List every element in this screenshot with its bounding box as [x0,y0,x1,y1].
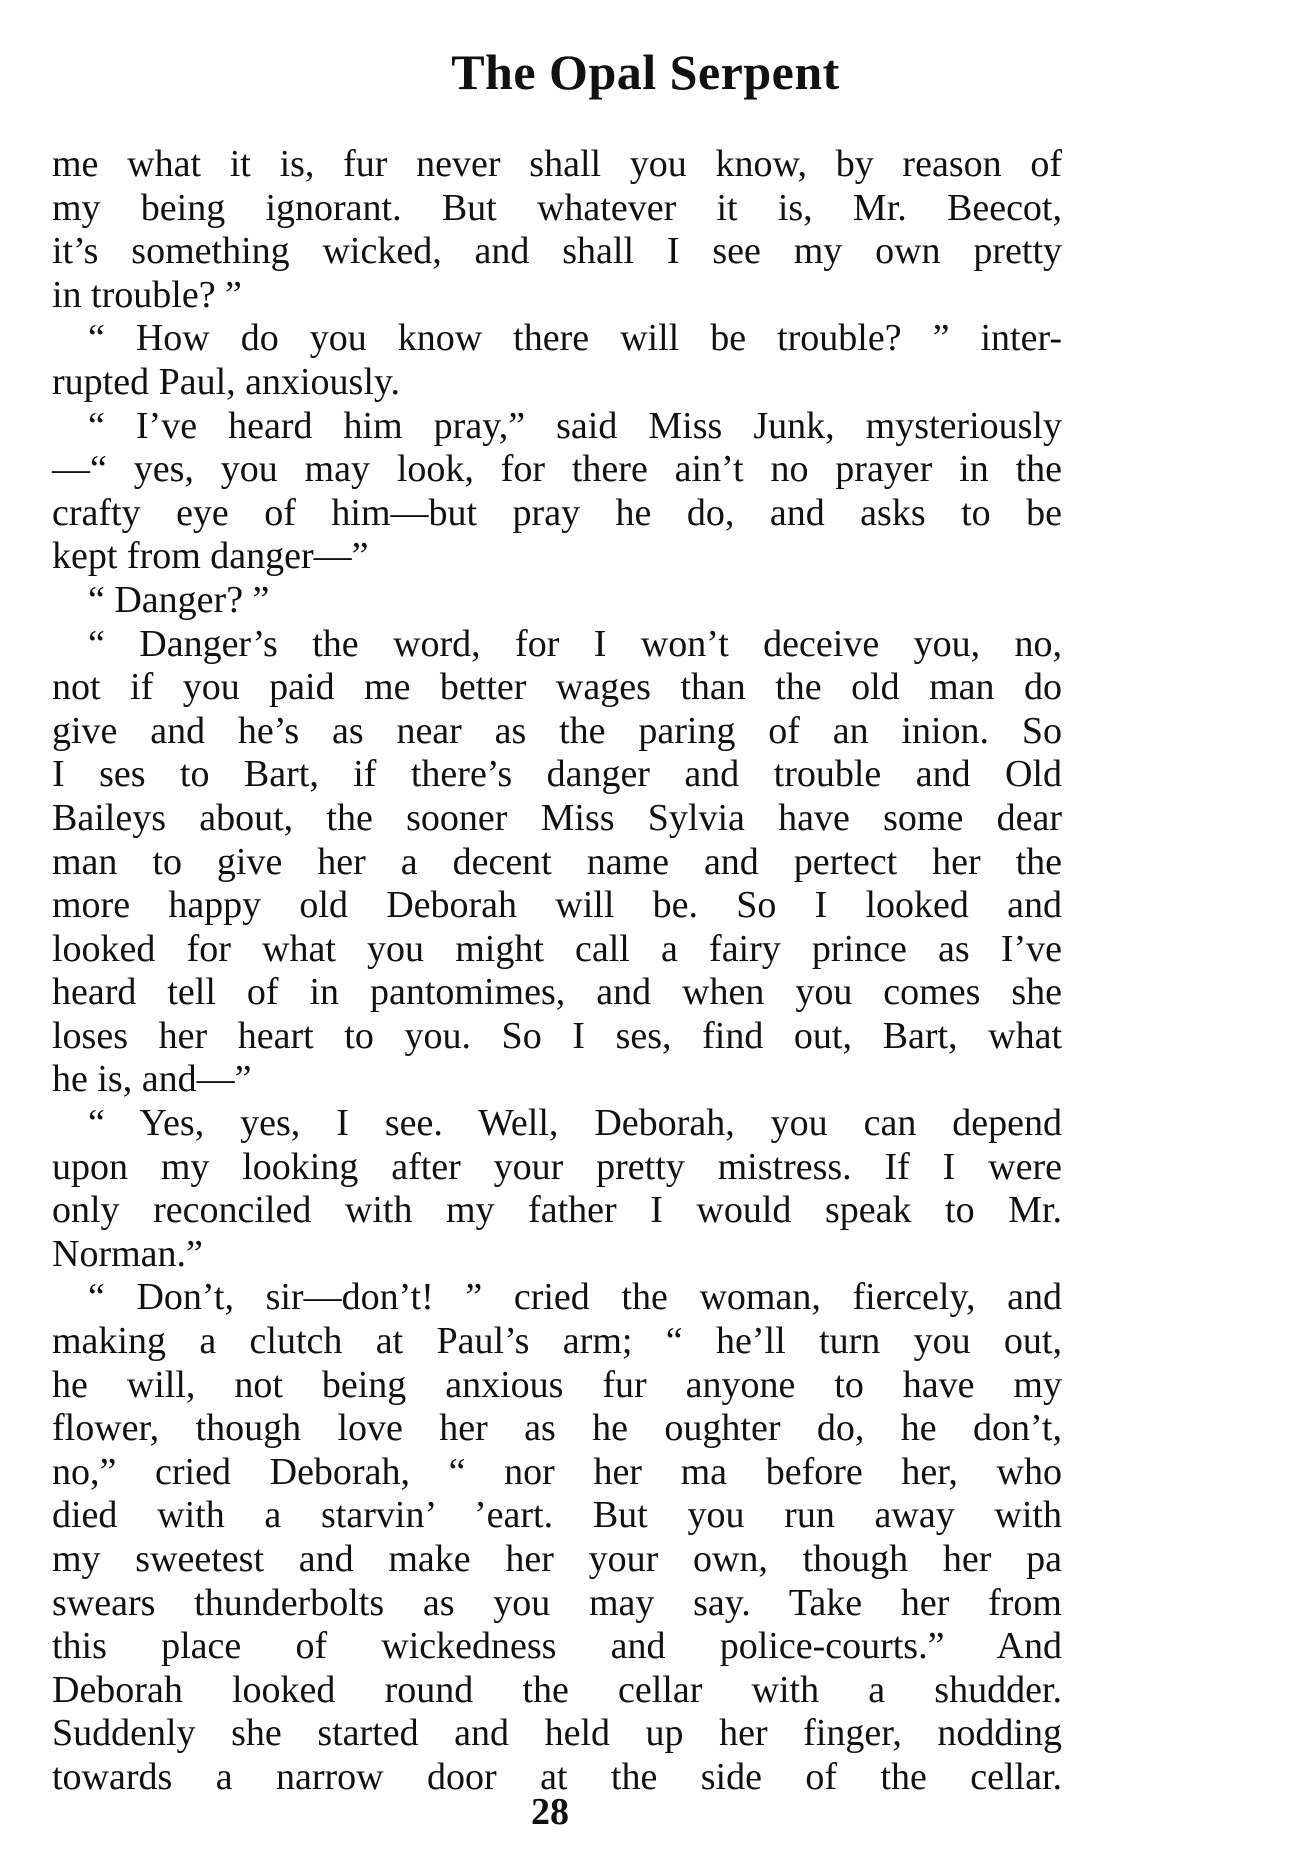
text-line: Baileys about, the sooner Miss Sylvia have some dear [52,796,1062,839]
text-line: my sweetest and make her your own, though her pa [52,1538,1062,1580]
text-line: he is, and—” [52,1058,252,1101]
text-line: give and he’s as near as the paring of an inion. So [52,709,1062,752]
text-line: “ Yes, yes, I see. Well, Deborah, you can depend [88,1102,1062,1145]
text-line: flower, though love her as he oughter do, he don’t, [52,1407,1062,1450]
text-line: I ses to Bart, if there’s danger and trouble and Old [52,753,1062,796]
text-line: “ Danger? ” [88,578,270,621]
text-line: he will, not being anxious fur anyone to have my [52,1363,1062,1406]
text-line: kept from danger—” [52,535,369,578]
text-line: crafty eye of him—but pray he do, and asks to be [52,491,1062,534]
text-line: not if you paid me better wages than the old man do [52,666,1062,709]
text-line: only reconciled with my father I would speak to Mr. [52,1189,1062,1232]
text-line: “ Danger’s the word, for I won’t deceive you, no, [88,622,1062,665]
text-line: loses her heart to you. So I ses, find out, Bart, what [52,1014,1062,1057]
text-line: this place of wickedness and police-courts.” And [52,1625,1062,1668]
text-line: “ I’ve heard him pray,” said Miss Junk, mysteriously [88,404,1062,447]
text-line: my being ignorant. But whatever it is, Mr. Beecot, [52,186,1062,229]
text-line: Deborah looked round the cellar with a shudder. [52,1668,1062,1711]
text-line: died with a starvin’ ’eart. But you run away with [52,1494,1062,1537]
text-line: more happy old Deborah will be. So I looked and [52,884,1062,927]
text-line: upon my looking after your pretty mistress. If I were [52,1145,1062,1188]
text-line: in trouble? ” [52,273,242,316]
text-line: me what it is, fur never shall you know, by reason of [52,143,1062,185]
text-line: looked for what you might call a fairy prince as I’ve [52,927,1062,970]
text-line: towards a narrow door at the side of the cellar. [52,1755,1062,1798]
text-line: man to give her a decent name and pertect her the [52,840,1062,883]
text-line: —“ yes, you may look, for there ain’t no prayer in the [52,448,1062,491]
text-line: it’s something wicked, and shall I see my own pretty [52,230,1062,273]
text-line: Suddenly she started and held up her finger, nodding [52,1712,1062,1755]
text-line: heard tell of in pantomimes, and when you comes she [52,971,1062,1014]
text-line: making a clutch at Paul’s arm; “ he’ll turn you out, [52,1320,1062,1363]
text-line: no,” cried Deborah, “ nor her ma before her, who [52,1450,1062,1493]
text-line: rupted Paul, anxiously. [52,360,400,403]
text-line: Norman.” [52,1232,203,1275]
text-line: “ How do you know there will be trouble? ” inter- [88,317,1062,360]
running-title: The Opal Serpent [451,44,840,100]
page-number: 28 [531,1791,569,1833]
body-text [52,143,1062,1800]
text-line: “ Don’t, sir—don’t! ” cried the woman, fiercely, and [88,1276,1062,1319]
text-line: swears thunderbolts as you may say. Take her from [52,1581,1062,1624]
